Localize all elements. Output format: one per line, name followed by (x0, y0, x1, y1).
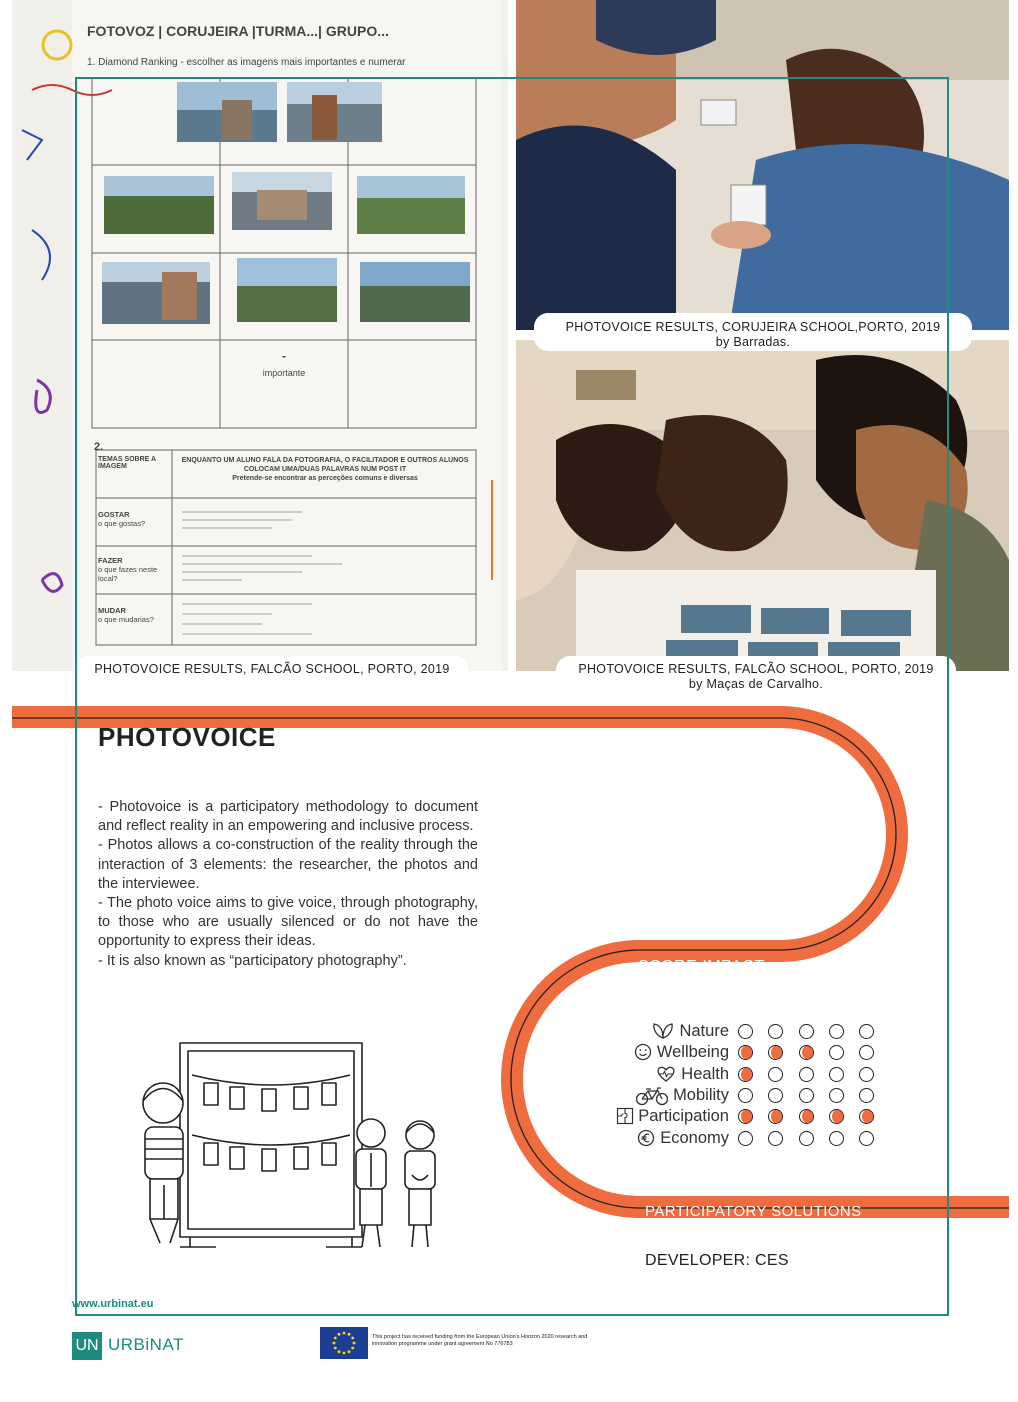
score-dot (799, 1045, 814, 1060)
score-dot (799, 1088, 814, 1103)
description-paragraph: - It is also known as “participatory photography”. (98, 952, 407, 969)
score-dot (859, 1131, 874, 1146)
caption-top-right-title: PHOTOVOICE RESULTS, CORUJEIRA SCHOOL,PORTO, 2019 (565, 320, 941, 334)
score-row-wellbeing (0, 1043, 1018, 1063)
score-dot (768, 1109, 783, 1124)
score-impact-title: SCORE IMPACT (638, 958, 765, 975)
score-dot (799, 1131, 814, 1146)
description-paragraph: - Photos allows a co-construction of the reality through the interaction of 3 elements: the researcher, the photos and the interviewee. (98, 837, 478, 892)
urbinat-logo-text: URBiNAT (108, 1335, 184, 1354)
photo-corujeira (516, 0, 1009, 330)
leaf-icon (651, 1022, 675, 1045)
score-dot (768, 1024, 783, 1039)
score-dot (799, 1024, 814, 1039)
score-dot (829, 1131, 844, 1146)
score-dot (799, 1109, 814, 1124)
score-dot (768, 1067, 783, 1082)
description (98, 798, 478, 971)
page-title: PHOTOVOICE (98, 722, 276, 752)
worksheet-row-title: GOSTAR (98, 510, 130, 519)
worksheet-row-sub: o que mudarias? (98, 615, 154, 624)
worksheet-table-head-right: ENQUANTO UM ALUNO FALA DA FOTOGRAFIA, O FACILITADOR E OUTROS ALUNOS COLOCAM UMA/DUAS PALAVRAS NUM POST IT (181, 457, 469, 473)
score-dot (829, 1109, 844, 1124)
score-label: Mobility (673, 1085, 729, 1104)
worksheet-table-head-sub: Pretende-se encontrar as perceções comuns e diversas (232, 475, 418, 482)
category-label: PARTICIPATORY SOLUTIONS (645, 1203, 862, 1220)
worksheet-table-head-left: TEMAS SOBRE A IMAGEM (98, 456, 156, 470)
worksheet-illustration (12, 0, 508, 671)
score-dot (859, 1024, 874, 1039)
puzzle-icon (616, 1107, 634, 1130)
score-dot (859, 1067, 874, 1082)
score-label: Nature (679, 1022, 729, 1040)
score-dot (829, 1024, 844, 1039)
score-dot (738, 1109, 753, 1124)
score-label: Economy (660, 1128, 729, 1147)
score-dot (859, 1088, 874, 1103)
description-paragraph: - The photo voice aims to give voice, through photography, to those who are usually silenced or do not have the opportunity to express their ideas. (98, 895, 478, 950)
score-label: Participation (638, 1107, 729, 1126)
description-paragraph: - Photovoice is a participatory methodology to document and reflect reality in an empowering and inclusive process. (98, 799, 478, 835)
urbinat-logo-mark: UN (72, 1332, 102, 1360)
caption-bottom-right-credit: by Maças de Carvalho. (688, 677, 824, 691)
worksheet-row-title: MUDAR (98, 606, 126, 615)
score-dot (738, 1088, 753, 1103)
score-dot (768, 1045, 783, 1060)
score-label: Health (681, 1064, 729, 1083)
worksheet-row-sub: o que fazes neste local? (98, 565, 158, 583)
score-dot (859, 1045, 874, 1060)
worksheet-photo (12, 0, 508, 671)
website-link[interactable]: www.urbinat.eu (72, 1298, 154, 1310)
score-row-economy (0, 1129, 1018, 1149)
eu-flag-icon (320, 1327, 368, 1359)
score-dot (829, 1067, 844, 1082)
score-dot (829, 1088, 844, 1103)
score-row-health (0, 1065, 1018, 1085)
photo-falcao-students (516, 340, 1009, 671)
caption-bottom-right (556, 656, 956, 694)
score-dot (859, 1109, 874, 1124)
worksheet-importante: importante (262, 368, 306, 378)
developer-label: DEVELOPER: CES (645, 1252, 789, 1269)
euro-icon (636, 1129, 656, 1152)
caption-top-right (534, 313, 972, 351)
caption-bottom-left-title: PHOTOVOICE RESULTS, FALCÃO SCHOOL, PORTO, 2019 (94, 662, 450, 676)
score-dot (799, 1067, 814, 1082)
worksheet-step2: 2. (94, 441, 104, 453)
caption-bottom-left (76, 656, 468, 680)
score-row-nature (0, 1022, 1018, 1042)
score-dot (738, 1024, 753, 1039)
eu-funding-text: This project has received funding from the European Union's Horizon 2020 research and innovation programme under grant agreement No 776783 (372, 1334, 588, 1347)
score-label: Wellbeing (656, 1043, 729, 1062)
score-dot (738, 1131, 753, 1146)
score-dot (768, 1088, 783, 1103)
worksheet-header: FOTOVOZ | CORUJEIRA |TURMA...| GRUPO... (87, 23, 389, 39)
score-row-participation (0, 1107, 1018, 1127)
score-dot (768, 1131, 783, 1146)
score-dot (738, 1067, 753, 1082)
worksheet-minus: - (282, 349, 286, 363)
score-dot (829, 1045, 844, 1060)
caption-top-right-credit: by Barradas. (715, 335, 791, 349)
heart-icon (655, 1065, 677, 1088)
worksheet-step1: 1. Diamond Ranking - escolher as imagens mais importantes e numerar (87, 57, 406, 68)
smile-icon (633, 1043, 653, 1066)
worksheet-row-title: FAZER (98, 556, 123, 565)
worksheet-row-sub: o que gostas? (98, 519, 146, 528)
score-row-mobility (0, 1086, 1018, 1106)
caption-bottom-right-title: PHOTOVOICE RESULTS, FALCÃO SCHOOL, PORTO, 2019 (578, 662, 934, 676)
score-dot (738, 1045, 753, 1060)
